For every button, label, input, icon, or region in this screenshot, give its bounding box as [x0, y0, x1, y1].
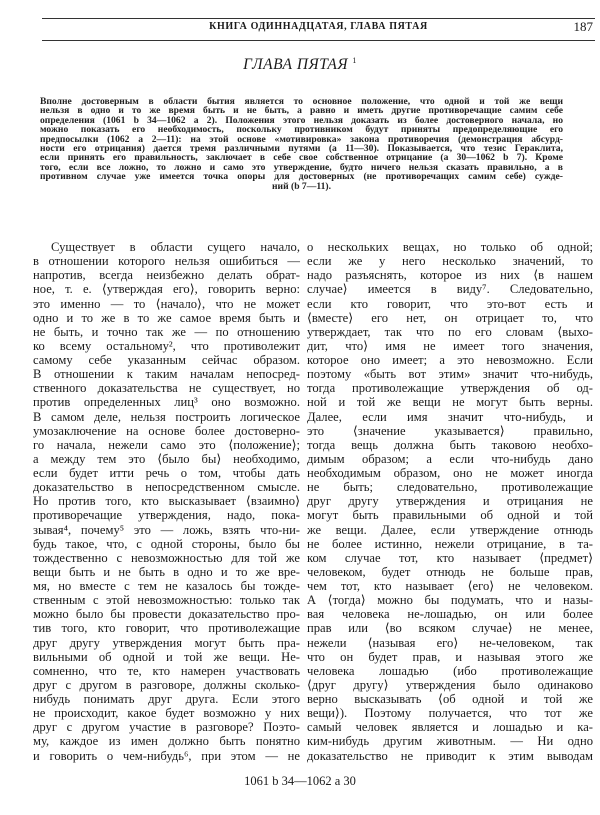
text-line: сомненно, что те, кто намерен участвовать: [33, 663, 300, 678]
text-line: умозаключение на основе более достоверно-: [33, 423, 300, 438]
text-line: вещи быть и не быть в одно и то же вре-: [33, 564, 300, 579]
text-line: ное, т. е. ⟨утверждая его⟩, говорить верно:: [33, 282, 300, 297]
text-line: определения (1061 b 34—1062 a 2). Положения этого нельзя доказать из более достоверного начала, но: [40, 114, 563, 126]
header-rule-top: [42, 18, 595, 19]
text-line: друг другу утверждения и отрицания не: [307, 494, 593, 509]
text-line: одно и то же в то же самое время быть и: [33, 310, 300, 325]
text-line: ким-нибудь другим животным. — Ни одно: [307, 734, 593, 749]
text-line: против определенных лиц³ оно возможно.: [33, 395, 300, 410]
text-line: и говорить о чем-нибудь⁶, при этом — не: [33, 748, 300, 763]
text-line: вильными об одной и той же вещи. Не-: [33, 649, 300, 664]
text-line: если будет итти речь о том, чтобы дать: [33, 466, 300, 480]
text-line: друг с другом участие в разговоре? Поэто-: [33, 720, 300, 735]
bekker-reference: 1061 b 34—1062 a 30: [244, 774, 356, 788]
text-line: нибудь понимать друг друга. Если этого: [33, 692, 300, 706]
text-line: тогда вещь должна быть таковою необхо-: [307, 437, 593, 452]
chapter-title: [0, 56, 600, 74]
text-line: димым образом; а если что-нибудь дано: [307, 451, 593, 466]
text-line: того, если все ложно, то ложно и само это утверждение, будто ничего нельзя сказать правильно, а в: [40, 161, 563, 173]
text-line: противном случае уже имеется точка опоры для достоверных (не противоречащих самим себе) сужде-: [40, 171, 563, 183]
text-line: самый человек является и лошадью и ка-: [307, 720, 593, 735]
header-rule-bottom: [42, 40, 595, 41]
text-line: нежели ⟨называя его⟩ не-человеком, так: [307, 635, 593, 650]
text-line: о нескольких вещах, но только об одной;: [307, 240, 593, 254]
text-line: мя, но вместе с тем не казалось бы тожде-: [33, 579, 300, 593]
text-line: тождественно с невозможностью для той же: [33, 550, 300, 565]
text-line: поэтому «быть вот этим» значит что-нибудь,: [307, 367, 593, 382]
text-line: ⟨вместе⟩ его нет, он отрицает то, что: [307, 310, 593, 325]
text-line: В самом деле, нельзя построить логическое: [33, 409, 300, 424]
text-line: ний (b 7—11).: [272, 180, 331, 192]
text-line: тогда противолежащие утверждения об од-: [307, 381, 593, 396]
text-line: если кто говорит, что это-вот есть и: [307, 296, 593, 311]
text-line: ной и той же вещи не могут быть верны.: [307, 395, 593, 410]
text-line: случае⟩ имеется в виду⁷. Следовательно,: [307, 282, 593, 297]
text-line: друг с другом в разговоре, должны сколько-: [33, 677, 300, 692]
text-line: Вполне достоверным в области бытия является то основное положение, что одной и той же вещи: [40, 96, 563, 107]
text-line: это именно — то ⟨начало⟩, что не может: [33, 296, 300, 311]
chapter-title-text: ГЛАВА ПЯТАЯ: [243, 56, 349, 74]
text-line: напротив, всегда неизбежно делать обрат-: [33, 268, 300, 283]
text-line: же вещи. Далее, если утверждение отнюдь: [307, 522, 593, 537]
text-line: надо разъяснять, которое из них ⟨в нашем: [307, 268, 593, 283]
text-line: дит, что⟩ имя не имеет того значения,: [307, 338, 593, 353]
chapter-summary: [40, 97, 563, 191]
text-line: прав или ⟨во всяком случае⟩ не менее,: [307, 621, 593, 636]
running-title: КНИГА ОДИННАДЦАТАЯ, ГЛАВА ПЯТАЯ: [209, 21, 428, 32]
text-line: вещи⟩). Поэтому получается, что тот же: [307, 706, 593, 721]
text-column-left: [33, 240, 300, 763]
text-line: предпосылки (1062 a 2—11): на этой основе «мотивировка» закона противоречия (демонстрация абсурд-: [40, 133, 563, 145]
text-line: ком случае тот, кто называет ⟨предмет⟩: [307, 550, 593, 565]
text-line: друг другу утверждения могут быть пра-: [33, 635, 300, 650]
text-line: а между тем это ⟨было бы⟩ необходимо,: [33, 451, 300, 466]
text-line: доказательство не приводит к этим выводам: [307, 748, 593, 763]
page-number: 187: [573, 19, 593, 34]
text-line: необходимым образом, оно не может иногда: [307, 466, 593, 480]
text-line: не происходит, какое будет возможно у них: [33, 706, 300, 721]
text-line: вая человека не-лошадью, он или более: [307, 607, 593, 622]
text-line: го начала, нежели само это ⟨положение⟩;: [33, 437, 300, 452]
text-line: утверждает, так что по его словам ⟨выхо-: [307, 324, 593, 339]
text-line: человека лошадью (ибо противолежащие: [307, 663, 593, 678]
text-column-right: [307, 240, 593, 763]
text-line: не быть, и точно так же — по отношению: [33, 324, 300, 339]
text-line: которое оно имеет; а это невозможно. Если: [307, 353, 593, 367]
text-line: ственного доказательства не существует, но: [33, 381, 300, 396]
text-line: не быть; следовательно, противолежащие: [307, 480, 593, 495]
text-line: если же у него несколько значений, то: [307, 254, 593, 269]
text-line: В отношении к таким началам непосред-: [33, 367, 300, 382]
footnote-mark: 1: [352, 56, 357, 65]
text-line: Но против того, кто высказывает ⟨взаимно⟩: [33, 494, 300, 509]
text-line: доказательство в непосредственном смысле.: [33, 480, 300, 495]
text-line: нельзя в одно и то же время быть и не быть, а равно и иметь другие противоречащие самим себе: [40, 105, 563, 117]
text-line: человеком, будет отнюдь не больше прав,: [307, 564, 593, 579]
text-line: Существует в области сущего начало,: [51, 240, 300, 254]
text-line: зывая⁴, почему⁵ это — ложь, взять что-ни-: [33, 522, 300, 537]
text-line: это ⟨значение указывается⟩ правильно,: [307, 423, 593, 438]
text-line: тив того, кто говорит, что противолежащие: [33, 621, 300, 636]
text-line: ности его отрицания) дается тремя различными путями (a 11—30). Показывается, что тезис Гераклита,: [40, 143, 563, 155]
text-line: не более истинно, нежели отрицание, в та-: [307, 536, 593, 551]
running-head: [42, 20, 595, 38]
text-line: можно было бы провести доказательство про-: [33, 607, 300, 622]
text-line: верно высказывать ⟨об одной и той же: [307, 692, 593, 706]
text-line: противоречащие утверждения, надо, пока-: [33, 508, 300, 523]
text-line: в отношении которого нельзя ошибиться —: [33, 254, 300, 269]
text-line: ственным с этой невозможностью: только так: [33, 593, 300, 608]
text-line: ⟨друг другу⟩ утверждения было одинаково: [307, 677, 593, 692]
text-line: самому себе указанным сейчас образом.: [33, 353, 300, 367]
text-line: могут быть правильными об одной и той: [307, 508, 593, 523]
text-line: что он будет прав, и называя этого же: [307, 649, 593, 664]
text-line: если принять его правильность, заключает в себе свое собственное отрицание (a 30—1062 b 7). Кроме: [40, 152, 563, 164]
text-line: му, каждое из имен должно быть понятно: [33, 734, 300, 749]
text-line: Далее, если имя значит что-нибудь, и: [307, 409, 593, 424]
text-line: чем тот, кто называет ⟨его⟩ не человеком.: [307, 579, 593, 593]
text-line: можно показать его необходимость, поскольку противником будут приняты предопределяющие его: [40, 124, 563, 136]
text-line: будь такое, что, с одной стороны, было бы: [33, 536, 300, 551]
text-line: А ⟨тогда⟩ можно бы подумать, что и назы-: [307, 593, 593, 608]
text-line: ко всему остальному², что противолежит: [33, 338, 300, 353]
